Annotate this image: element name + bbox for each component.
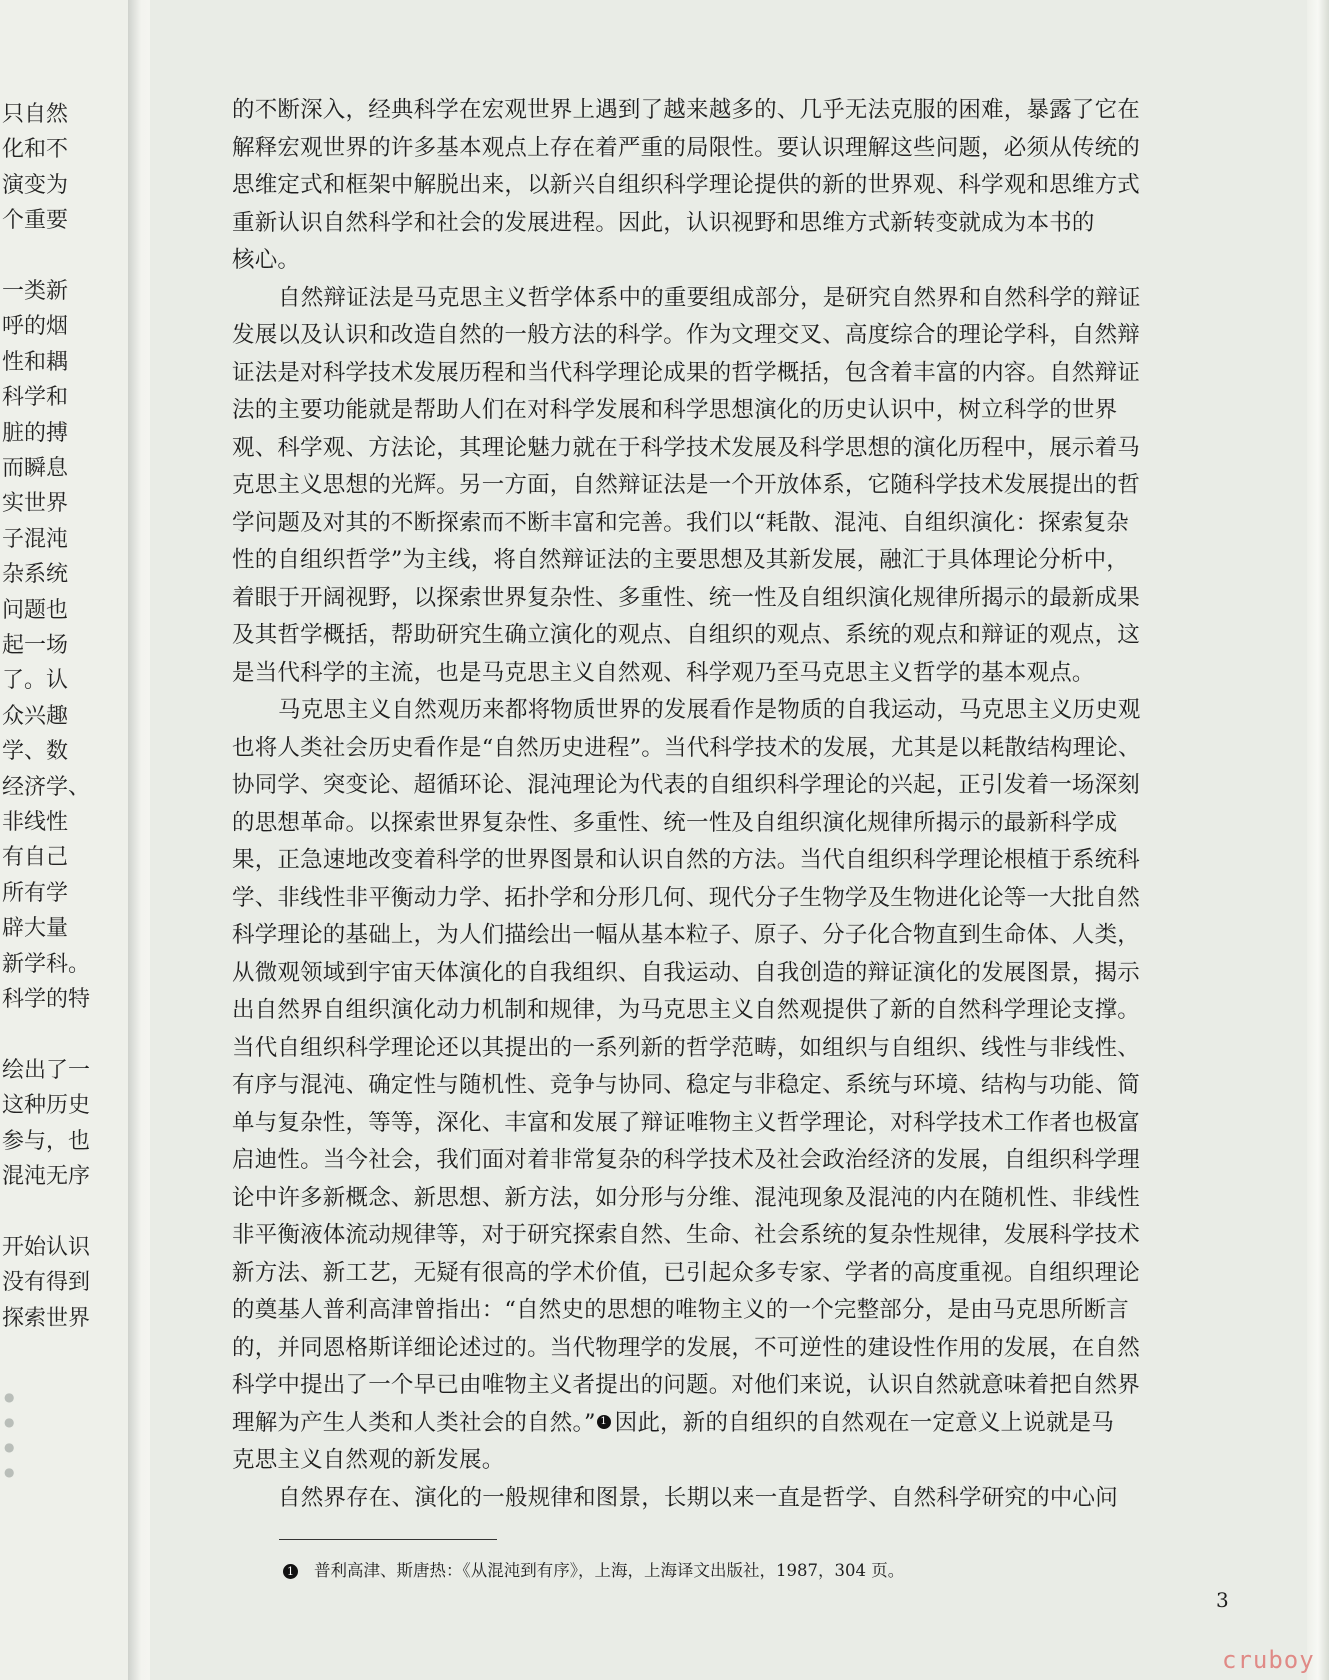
- left-page-fragment: 而瞬息: [2, 456, 69, 481]
- left-page-fragment: 没有得到: [2, 1270, 91, 1296]
- watermark: cruboy: [1222, 1646, 1315, 1674]
- text-line: 从微观领域到宇宙天体演化的自我组织、自我运动、自我创造的辩证演化的发展图景，揭示: [232, 959, 1141, 986]
- footnote-divider: [279, 1539, 497, 1540]
- left-page-fragment: 科学的特: [2, 987, 91, 1012]
- text-line: 的不断深入，经典科学在宏观世界上遇到了越来越多的、几乎无法克服的困难，暴露了它在: [232, 97, 1141, 123]
- main-text-body: [232, 92, 1244, 1517]
- left-page-fragment: 绘出了一: [2, 1057, 91, 1083]
- footnote-marker: 1: [283, 1564, 298, 1579]
- left-page-fragment: 新学科。: [2, 951, 91, 977]
- left-page-fragment: 起一场: [2, 633, 69, 658]
- text-line: 证法是对科学技术发展历程和当代科学理论成果的哲学概括，包含着丰富的内容。自然辩证: [232, 359, 1141, 386]
- left-page-fragment: 脏的搏: [2, 420, 69, 446]
- text-line: 协同学、突变论、超循环论、混沌理论为代表的自组织科学理论的兴起，正引发着一场深刻: [232, 772, 1141, 798]
- left-page-fragment: 所有学: [2, 880, 69, 906]
- left-page-fragment: 开始认识: [2, 1234, 91, 1260]
- text-line: 观、科学观、方法论，其理论魅力就在于科学技术发展及科学思想的演化历程中，展示着马: [232, 434, 1141, 461]
- text-line: 解释宏观世界的许多基本观点上存在着严重的局限性。要认识理解这些问题，必须从传统的: [232, 134, 1141, 161]
- text-line: 是当代科学的主流，也是马克思主义自然观、科学观乃至马克思主义哲学的基本观点。: [232, 659, 1095, 686]
- text-line: 自然界存在、演化的一般规律和图景，长期以来一直是哲学、自然科学研究的中心问: [278, 1484, 1118, 1511]
- text-line: 有序与混沌、确定性与随机性、竞争与协同、稳定与非稳定、系统与环境、结构与功能、简: [232, 1072, 1141, 1098]
- left-page-fragment: 个重要: [2, 208, 69, 234]
- left-page-fragment: 呼的烟: [2, 314, 69, 340]
- left-page-bullet: ●: [4, 1415, 15, 1429]
- text-line: 科学理论的基础上，为人们描绘出一幅从基本粒子、原子、分子化合物直到生命体、人类，: [232, 922, 1141, 948]
- text-line: 思维定式和框架中解脱出来，以新兴自组织科学理论提供的新的世界观、科学观和思维方式: [232, 172, 1141, 198]
- text-line: 及其哲学概括，帮助研究生确立演化的观点、自组织的观点、系统的观点和辩证的观点，这: [232, 622, 1141, 648]
- left-page-fragment: 学、数: [2, 739, 69, 765]
- text-line: 重新认识自然科学和社会的发展进程。因此，认识视野和思维方式新转变就成为本书的: [232, 209, 1095, 236]
- text-line: 着眼于开阔视野，以探索世界复杂性、多重性、统一性及自组织演化规律所揭示的最新成果: [232, 584, 1141, 611]
- left-page-fragment: 问题也: [2, 597, 69, 623]
- left-page-fragment: 子混沌: [2, 526, 69, 552]
- text-line: 性的自组织哲学”为主线，将自然辩证法的主要思想及其新发展，融汇于具体理论分析中，: [232, 547, 1130, 573]
- left-page-fragment: 这种历史: [2, 1093, 91, 1119]
- text-line: [232, 1405, 1244, 1443]
- book-gutter: [128, 0, 150, 1680]
- text-line: 论中许多新概念、新思想、新方法，如分形与分维、混沌现象及混沌的内在随机性、非线性: [232, 1184, 1141, 1211]
- left-page-fragment: 有自己: [2, 845, 69, 871]
- text-line: 启迪性。当今社会，我们面对着非常复杂的科学技术及社会政治经济的发展，自组织科学理: [232, 1147, 1141, 1173]
- adjacent-page-edge: [0, 0, 132, 1680]
- left-page-fragment: 众兴趣: [2, 703, 69, 729]
- text-line: 克思主义思想的光辉。另一方面，自然辩证法是一个开放体系，它随科学技术发展提出的哲: [232, 472, 1141, 498]
- left-page-fragment: 性和耦: [2, 349, 69, 375]
- text-line: 果，正急速地改变着科学的世界图景和认识自然的方法。当代自组织科学理论根植于系统科: [232, 847, 1141, 873]
- left-page-fragment: 实世界: [2, 491, 69, 517]
- text-line: 科学中提出了一个早已由唯物主义者提出的问题。对他们来说，认识自然就意味着把自然界: [232, 1372, 1141, 1398]
- left-page-bullet: ●: [4, 1390, 15, 1404]
- left-page-fragment: 参与，也: [2, 1128, 91, 1154]
- page-edge: [1307, 0, 1329, 1680]
- left-page-fragment: 演变为: [2, 172, 69, 198]
- page-number: 3: [1216, 1588, 1229, 1612]
- left-page-fragment: 探索世界: [2, 1305, 91, 1331]
- text-line-segment: 因此，新的自组织的自然观在一定意义上说就是马: [614, 1409, 1115, 1436]
- left-page-fragment: 非线性: [2, 810, 69, 835]
- left-page-fragment: 化和不: [2, 137, 69, 163]
- text-line: 新方法、新工艺，无疑有很高的学术价值，已引起众多专家、学者的高度重视。自组织理论: [232, 1259, 1141, 1286]
- text-line: 法的主要功能就是帮助人们在对科学发展和科学思想演化的历史认识中，树立科学的世界: [232, 397, 1118, 423]
- footnote-text: 普利高津、斯唐热：《从混沌到有序》，上海，上海译文出版社，1987，304 页。: [314, 1561, 905, 1580]
- text-line: 核心。: [232, 247, 301, 273]
- left-page-fragment: 辟大量: [2, 916, 69, 942]
- text-line: 当代自组织科学理论还以其提出的一系列新的哲学范畴，如组织与自组织、线性与非线性、: [232, 1034, 1141, 1061]
- text-line: 发展以及认识和改造自然的一般方法的科学。作为文理交叉、高度综合的理论学科，自然辩: [232, 322, 1141, 348]
- text-line: 克思主义自然观的新发展。: [232, 1447, 505, 1473]
- left-page-bullet: ●: [4, 1440, 15, 1454]
- text-line: 学问题及对其的不断探索而不断丰富和完善。我们以“耗散、混沌、自组织演化：探索复杂: [232, 509, 1130, 536]
- text-line-segment: 理解为产生人类和人类社会的自然。”: [232, 1409, 596, 1436]
- footnote-reference[interactable]: 1: [597, 1415, 611, 1429]
- left-page-fragment: 只自然: [2, 102, 69, 127]
- text-line: 自然辩证法是马克思主义哲学体系中的重要组成部分，是研究自然界和自然科学的辩证: [278, 284, 1141, 311]
- text-line: 的，并同恩格斯详细论述过的。当代物理学的发展，不可逆性的建设性作用的发展，在自然: [232, 1334, 1141, 1361]
- text-line: 的奠基人普利高津曾指出：“自然史的思想的唯物主义的一个完整部分，是由马克思所断言: [232, 1297, 1130, 1323]
- left-page-fragment: 经济学、: [2, 774, 91, 800]
- left-page-fragment: 一类新: [2, 279, 69, 304]
- left-page-fragment: 混沌无序: [2, 1164, 91, 1189]
- left-page-fragment: 杂系统: [2, 562, 69, 588]
- text-line: 学、非线性非平衡动力学、拓扑学和分形几何、现代分子生物学及生物进化论等一大批自然: [232, 884, 1141, 911]
- text-line: 马克思主义自然观历来都将物质世界的发展看作是物质的自我运动，马克思主义历史观: [278, 697, 1141, 723]
- text-line: 的思想革命。以探索世界复杂性、多重性、统一性及自组织演化规律所揭示的最新科学成: [232, 809, 1118, 836]
- footnote: [283, 1557, 904, 1581]
- left-page-bullet: ●: [4, 1465, 15, 1479]
- text-line: 也将人类社会历史看作是“自然历史进程”。当代科学技术的发展，尤其是以耗散结构理论、: [232, 734, 1141, 761]
- text-line: 非平衡液体流动规律等，对于研究探索自然、生命、社会系统的复杂性规律，发展科学技术: [232, 1222, 1141, 1248]
- left-page-fragment: 了。认: [2, 668, 69, 694]
- left-page-fragment: 科学和: [2, 385, 69, 411]
- text-line: 出自然界自组织演化动力机制和规律，为马克思主义自然观提供了新的自然科学理论支撑。: [232, 997, 1141, 1023]
- text-line: 单与复杂性，等等，深化、丰富和发展了辩证唯物主义哲学理论，对科学技术工作者也极富: [232, 1109, 1141, 1136]
